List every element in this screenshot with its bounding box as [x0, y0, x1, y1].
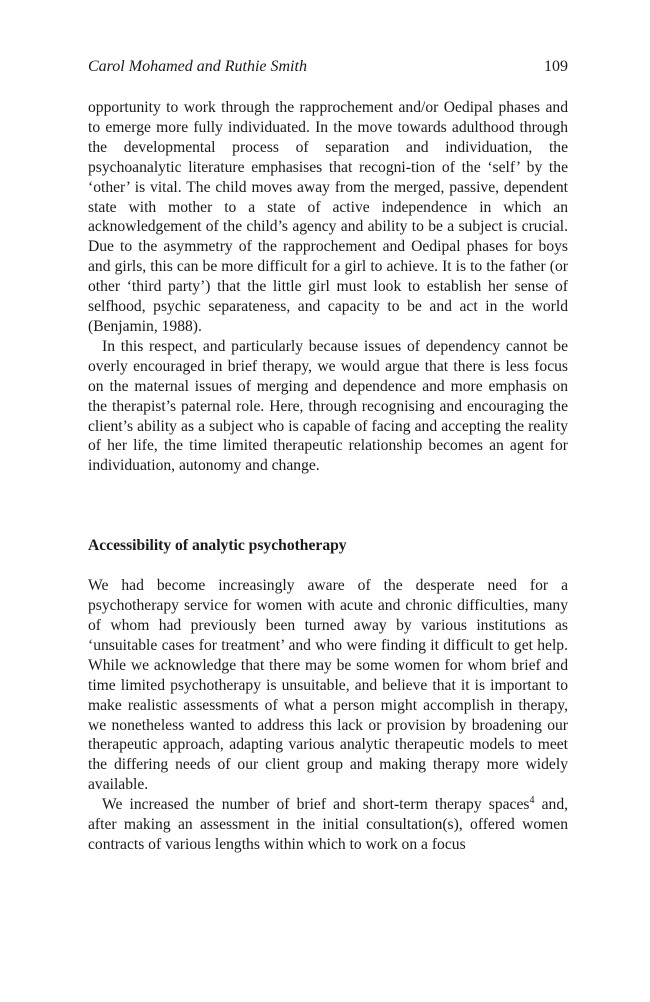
footnote-marker[interactable]: 4 — [529, 795, 535, 806]
paragraph — [88, 795, 568, 855]
paragraph-text: We increased the number of brief and short-term therapy spaces — [102, 796, 530, 814]
paragraph-text: and, after making an assessment in the initial consultation(s), offered women contracts of various lengths within which to work on a focus — [88, 796, 569, 853]
paragraph: In this respect, and particularly because issues of dependency cannot be overly encouraged in brief therapy, we would argue that there is less focus on the maternal issues of merging and dependence and more emphasis on the therapist’s paternal role. Here, through recognising and encouraging the client’s ability as a subject who is capable of facing and accepting the reality of her life, the time limited therapeutic relationship becomes an agent for individuation, autonomy and change. — [88, 337, 568, 475]
paragraph: opportunity to work through the rapprochement and/or Oedipal phases and to emerge more fully individuated. In the move towards adulthood through the developmental process of separation and individuation, the psychoanalytic literature emphasises that recogni-tion of the ‘self’ by the ‘other’ is vital. The child moves away from the merged, passive, dependent state with mother to a state of active independence in which an acknowledgement of the child’s agency and ability to be a subject is crucial. Due to the asymmetry of the rapprochement and Oedipal phases for boys and girls, this can be more difficult for a girl to achieve. It is to the father (or other ‘third party’) that the little girl must look to establish her sense of selfhood, psychic separateness, and capacity to be and act in the world (Benjamin, 1988). — [88, 99, 568, 335]
page-number: 109 — [544, 58, 568, 75]
paragraph: We had become increasingly aware of the desperate need for a psychotherapy service for women with acute and chronic difficulties, many of whom had previously been turned away by various institutions as ‘unsuitable cases for treatment’ and who were finding it difficult to get help. While we acknowledge that there may be some women for whom brief and time limited psychotherapy is unsuitable, and believe that it is important to make realistic assessments of what a person might accomplish in therapy, we nonetheless wanted to address this lack or provision by broadening our therapeutic approach, adapting various analytic therapeutic models to meet the differing needs of our client group and making therapy more widely available. — [88, 577, 568, 794]
section-heading: Accessibility of analytic psychotherapy — [88, 537, 347, 555]
running-head — [88, 58, 568, 82]
book-page — [88, 58, 568, 855]
running-head-authors: Carol Mohamed and Ruthie Smith — [88, 58, 307, 75]
body-text — [88, 98, 568, 855]
